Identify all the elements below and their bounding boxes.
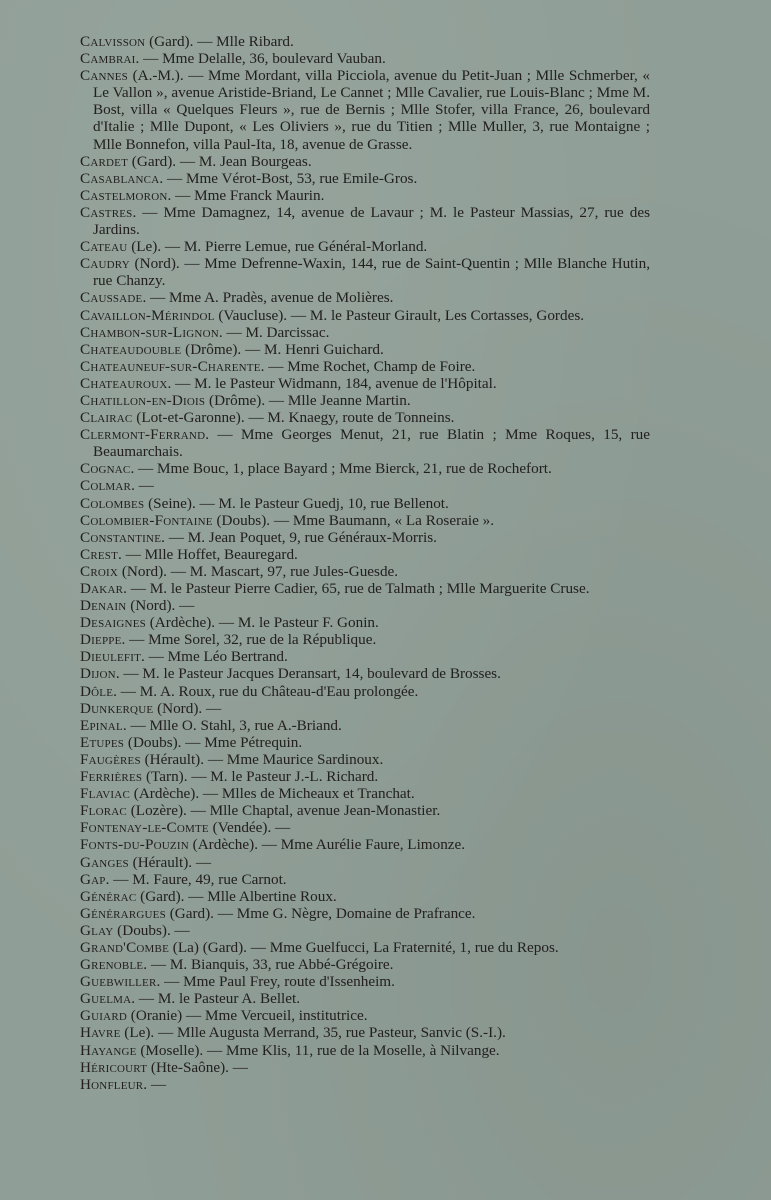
directory-entry: [80, 495, 650, 512]
directory-entry: [80, 1024, 650, 1041]
entry-place-name: Desaignes: [80, 614, 146, 632]
directory-entry: [80, 153, 650, 170]
entry-place-name: Flaviac: [80, 785, 130, 803]
entry-place-name: Héricourt: [80, 1058, 148, 1076]
entry-details: (Drôme). — M. Henri Guichard.: [181, 340, 384, 358]
directory-entry: [80, 324, 650, 341]
entry-place-name: Cardet: [80, 152, 128, 170]
entry-details: . — Mme Paul Frey, route d'Issenheim.: [156, 973, 395, 991]
directory-entry: [80, 238, 650, 255]
directory-entry: [80, 187, 650, 204]
directory-entry: [80, 854, 650, 871]
directory-entry: [80, 307, 650, 324]
entry-place-name: Fonts-du-Pouzin: [80, 836, 189, 854]
entry-details: . —: [143, 1075, 167, 1093]
entry-details: (Gard). — Mlle Albertine Roux.: [136, 887, 337, 905]
directory-entry: [80, 597, 650, 614]
entry-place-name: Ganges: [80, 853, 129, 871]
entry-place-name: Chateaudouble: [80, 340, 182, 358]
entry-place-name: Ferrières: [80, 768, 143, 786]
entry-place-name: Chatillon-en-Diois: [80, 391, 206, 409]
entry-place-name: Calvisson: [80, 33, 146, 50]
entry-details: . — Mme Bouc, 1, place Bayard ; Mme Bierck, 21, rue de Rochefort.: [130, 460, 552, 478]
directory-entry: [80, 1059, 650, 1076]
entry-place-name: Guebwiller: [80, 973, 157, 991]
directory-entry: [80, 563, 650, 580]
entry-details: (Gard). — Mlle Ribard.: [145, 33, 294, 50]
entry-place-name: Chambon-sur-Lignon: [80, 323, 219, 341]
entry-details: . — Mme Franck Maurin.: [167, 186, 325, 204]
entry-details: (Hte-Saône). —: [147, 1058, 248, 1076]
directory-entry: [80, 785, 650, 802]
directory-entry: [80, 819, 650, 836]
entry-details: . — M. Faure, 49, rue Carnot.: [105, 870, 287, 888]
entry-details: (Vendée). —: [208, 819, 291, 837]
entry-place-name: Denain: [80, 597, 127, 615]
entry-details: (Hérault). — Mme Maurice Sardinoux.: [140, 750, 384, 768]
entry-details: (Gard). — M. Jean Bourgeas.: [128, 152, 312, 170]
directory-entry: [80, 871, 650, 888]
entry-details: . — Mme Vérot-Bost, 53, rue Emile-Gros.: [159, 169, 418, 187]
entry-details: (Le). — Mlle Augusta Merrand, 35, rue Pasteur, Sanvic (S.-I.).: [120, 1024, 506, 1042]
directory-entry: [80, 529, 650, 546]
entry-details: . — M. le Pasteur A. Bellet.: [131, 990, 301, 1008]
directory-entry: [80, 477, 650, 494]
directory-list: [80, 33, 650, 1093]
directory-entry: [80, 665, 650, 682]
directory-entry: [80, 751, 650, 768]
entry-place-name: Dijon: [80, 665, 116, 683]
entry-details: . — M. A. Roux, rue du Château-d'Eau prolongée.: [113, 682, 419, 700]
entry-details: . — Mme Georges Menut, 21, rue Blatin ; Mme Roques, 15, rue Beaumarchais.: [93, 426, 650, 461]
entry-details: . — M. le Pasteur Pierre Cadier, 65, rue de Talmath ; Mlle Marguerite Cruse.: [123, 580, 590, 597]
entry-place-name: Cambrai: [80, 50, 136, 68]
entry-details: (Ardèche). — Mme Aurélie Faure, Limonze.: [188, 836, 466, 854]
entry-place-name: Castelmoron: [80, 186, 168, 204]
directory-entry: [80, 33, 650, 50]
directory-entry: [80, 1042, 650, 1059]
directory-entry: [80, 700, 650, 717]
directory-entry: [80, 1076, 650, 1093]
directory-entry: [80, 204, 650, 238]
directory-entry: [80, 614, 650, 631]
entry-place-name: Clairac: [80, 409, 133, 427]
entry-place-name: Croix: [80, 562, 119, 580]
entry-details: (Nord). —: [153, 699, 222, 717]
directory-entry: [80, 170, 650, 187]
entry-details: . — Mlle O. Stahl, 3, rue A.-Briand.: [122, 716, 342, 734]
entry-details: (Nord). — Mme Defrenne-Waxin, 144, rue de Saint-Quentin ; Mlle Blanche Hutin, rue Chanzy.: [93, 255, 650, 290]
entry-place-name: Cavaillon-Mérindol: [80, 306, 215, 324]
entry-place-name: Gap: [80, 870, 106, 888]
entry-details: (Doubs). — Mme Baumann, « La Roseraie ».: [212, 511, 495, 529]
entry-details: . — M. le Pasteur Jacques Deransart, 14, boulevard de Brosses.: [115, 665, 501, 683]
directory-entry: [80, 392, 650, 409]
directory-entry: [80, 631, 650, 648]
entry-place-name: Guiard: [80, 1007, 127, 1025]
directory-entry: [80, 546, 650, 563]
entry-details: . — Mme A. Pradès, avenue de Molières.: [142, 289, 394, 307]
directory-entry: [80, 50, 650, 67]
entry-place-name: Dieppe: [80, 631, 122, 649]
entry-place-name: Cannes: [80, 67, 128, 85]
directory-entry: [80, 734, 650, 751]
directory-entry: [80, 768, 650, 785]
entry-details: . —: [131, 477, 154, 495]
entry-details: (Lot-et-Garonne). — M. Knaegy, route de Tonneins.: [132, 409, 455, 427]
entry-details: (Hérault). —: [128, 853, 212, 871]
directory-entry: [80, 67, 650, 152]
entry-place-name: Havre: [80, 1024, 121, 1042]
entry-place-name: Chateauneuf-sur-Charente: [80, 357, 261, 375]
directory-entry: [80, 956, 650, 973]
entry-details: (Oranie) — Mme Vercueil, institutrice.: [127, 1007, 368, 1025]
entry-details: (Tarn). — M. le Pasteur J.-L. Richard.: [142, 768, 379, 786]
entry-details: (Vaucluse). — M. le Pasteur Girault, Les Cortasses, Gordes.: [214, 306, 585, 324]
entry-details: . — M. le Pasteur Widmann, 184, avenue de l'Hôpital.: [167, 374, 497, 392]
entry-place-name: Dôle: [80, 682, 114, 700]
entry-place-name: Caudry: [80, 255, 130, 273]
entry-place-name: Faugères: [80, 750, 141, 768]
directory-entry: [80, 922, 650, 939]
entry-place-name: Caussade: [80, 289, 143, 307]
directory-entry: [80, 375, 650, 392]
entry-place-name: Fontenay-le-Comte: [80, 819, 209, 837]
entry-place-name: Dakar: [80, 580, 124, 597]
directory-entry: [80, 990, 650, 1007]
entry-place-name: Crest: [80, 545, 119, 563]
entry-place-name: Etupes: [80, 733, 125, 751]
entry-details: (Moselle). — Mme Klis, 11, rue de la Moselle, à Nilvange.: [136, 1041, 500, 1059]
entry-details: (Ardèche). — Mlles de Micheaux et Tranchat.: [129, 785, 415, 803]
entry-details: (Nord). —: [126, 597, 195, 615]
entry-place-name: Colombier-Fontaine: [80, 511, 213, 529]
directory-entry: [80, 289, 650, 306]
entry-place-name: Honfleur: [80, 1075, 144, 1093]
directory-entry: [80, 939, 650, 956]
directory-entry: [80, 836, 650, 853]
directory-entry: [80, 426, 650, 460]
directory-entry: [80, 905, 650, 922]
entry-place-name: Castres: [80, 203, 133, 221]
directory-entry: [80, 358, 650, 375]
entry-place-name: Colmar: [80, 477, 132, 495]
directory-entry: [80, 512, 650, 529]
directory-entry: [80, 888, 650, 905]
entry-details: . — M. Bianquis, 33, rue Abbé-Grégoire.: [143, 956, 394, 974]
entry-details: (Drôme). — Mlle Jeanne Martin.: [205, 391, 411, 409]
entry-place-name: Clermont-Ferrand: [80, 426, 206, 444]
entry-place-name: Casablanca: [80, 169, 160, 187]
entry-details: . — M. Jean Poquet, 9, rue Généraux-Morris.: [161, 528, 437, 546]
entry-place-name: Générac: [80, 887, 137, 905]
entry-place-name: Grenoble: [80, 956, 144, 974]
directory-entry: [80, 409, 650, 426]
directory-entry: [80, 973, 650, 990]
entry-details: . — Mme Delalle, 36, boulevard Vauban.: [135, 50, 386, 68]
entry-place-name: Florac: [80, 802, 127, 820]
directory-entry: [80, 255, 650, 289]
entry-details: (La) (Gard). — Mme Guelfucci, La Fraternité, 1, rue du Repos.: [168, 938, 559, 956]
directory-entry: [80, 460, 650, 477]
directory-entry: [80, 341, 650, 358]
entry-details: . — Mme Rochet, Champ de Foire.: [260, 357, 476, 375]
entry-place-name: Glay: [80, 921, 114, 939]
entry-details: . — Mme Damagnez, 14, avenue de Lavaur ; M. le Pasteur Massias, 27, rue des Jardins.: [93, 203, 650, 239]
entry-place-name: Guelma: [80, 990, 132, 1008]
entry-details: . — Mme Sorel, 32, rue de la République.: [121, 631, 377, 649]
entry-place-name: Grand'Combe: [80, 938, 169, 956]
directory-entry: [80, 580, 650, 597]
entry-details: (Doubs). — Mme Pétrequin.: [124, 733, 303, 751]
entry-details: (Ardèche). — M. le Pasteur F. Gonin.: [145, 614, 379, 632]
entry-place-name: Dunkerque: [80, 699, 154, 717]
directory-entry: [80, 683, 650, 700]
entry-details: (Doubs). —: [113, 921, 190, 939]
entry-place-name: Cognac: [80, 460, 131, 478]
entry-details: (Seine). — M. le Pasteur Guedj, 10, rue Bellenot.: [144, 494, 449, 512]
entry-place-name: Colombes: [80, 494, 145, 512]
directory-entry: [80, 717, 650, 734]
directory-entry: [80, 648, 650, 665]
entry-details: (Lozère). — Mlle Chaptal, avenue Jean-Monastier.: [126, 802, 441, 820]
entry-place-name: Cateau: [80, 238, 128, 256]
entry-details: . — Mme Léo Bertrand.: [141, 648, 288, 666]
directory-entry: [80, 802, 650, 819]
entry-place-name: Hayange: [80, 1041, 137, 1059]
entry-place-name: Chateauroux: [80, 374, 168, 392]
entry-place-name: Epinal: [80, 716, 123, 734]
entry-details: . — M. Darcissac.: [218, 323, 330, 341]
entry-place-name: Constantine: [80, 528, 162, 546]
entry-details: (Gard). — Mme G. Nègre, Domaine de Prafrance.: [165, 904, 476, 922]
entry-details: . — Mlle Hoffet, Beauregard.: [118, 545, 298, 563]
entry-place-name: Dieulefit: [80, 648, 142, 666]
entry-details: (Nord). — M. Mascart, 97, rue Jules-Guesde.: [118, 562, 399, 580]
entry-details: (A.-M.). — Mme Mordant, villa Picciola, avenue du Petit-Juan ; Mlle Schmerber, « Le Vallon », avenue Aristide-Briand, Le Cannet ; Mlle Cavalier, rue Louis-Blanc ; Mme M. Bost, villa « Quelques Fleurs », rue de Bernis ; Mlle Stofer, villa France, 26, boulevard d'Italie ; Mlle Dupont, « Les Oliviers », rue du Titien ; Mlle Muller, 3, rue Montaigne ; Mlle Bonnefon, villa Paul-Ita, 18, avenue de Grasse.: [93, 67, 650, 153]
entry-place-name: Générargues: [80, 904, 166, 922]
entry-details: (Le). — M. Pierre Lemue, rue Général-Morland.: [127, 238, 428, 256]
directory-entry: [80, 1007, 650, 1024]
